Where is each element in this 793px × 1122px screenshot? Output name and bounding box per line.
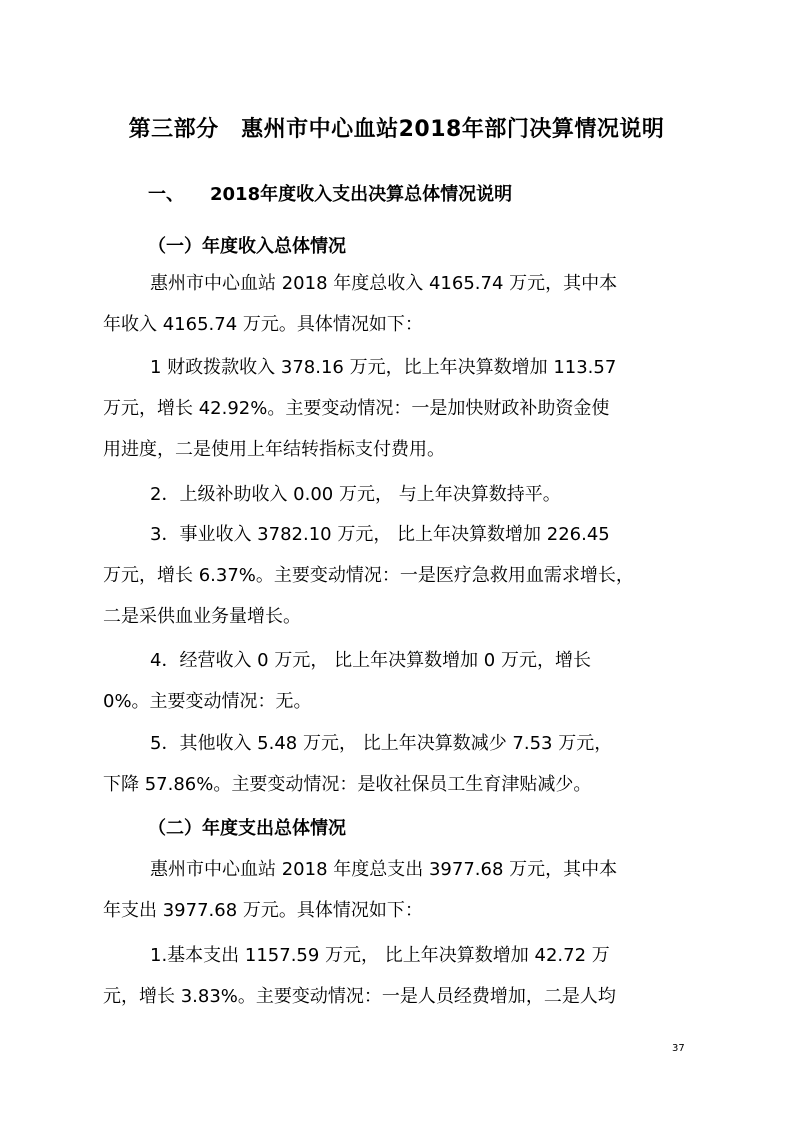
paragraph-line: 2．上级补助收入 0.00 万元， 与上年决算数持平。 [150,484,561,505]
income-heading: （一）年度收入总体情况 [148,236,346,257]
expense-intro-paragraph [103,849,693,931]
income-intro-paragraph [103,263,693,345]
expense-heading: （二）年度支出总体情况 [148,818,346,839]
paragraph-line: 0%。主要变动情况：无。 [103,691,312,712]
section-heading [148,180,512,206]
paragraph-line: 年收入 4165.74 万元。具体情况如下： [103,314,423,335]
section-heading-text: 2018年度收入支出决算总体情况说明 [210,184,513,205]
income-item-2 [103,474,693,515]
paragraph-line: 二是采供血业务量增长。 [103,606,301,627]
paragraph-line: 5．其他收入 5.48 万元， 比上年决算数减少 7.53 万元， [150,733,613,754]
expense-item-1 [103,935,693,1017]
paragraph-line: 用进度，二是使用上年结转指标支付费用。 [103,439,445,460]
section-number: 一、 [148,184,184,205]
page-title: 第三部分 惠州市中心血站2018年部门决算情况说明 [128,117,665,142]
paragraph-line: 元，增长 3.83%。主要变动情况：一是人员经费增加，二是人均 [103,986,616,1007]
paragraph-line: 1 财政拨款收入 378.16 万元，比上年决算数增加 113.57 [150,357,617,378]
page-number: 37 [672,1043,685,1054]
income-item-1 [103,347,693,470]
paragraph-line: 年支出 3977.68 万元。具体情况如下： [103,900,423,921]
paragraph-line: 1.基本支出 1157.59 万元， 比上年决算数增加 42.72 万 [150,945,610,966]
paragraph-line: 4．经营收入 0 万元， 比上年决算数增加 0 万元，增长 [150,650,591,671]
paragraph-line: 万元，增长 42.92%。主要变动情况：一是加快财政补助资金使 [103,398,610,419]
income-item-4 [103,640,693,722]
paragraph-line: 惠州市中心血站 2018 年度总收入 4165.74 万元，其中本 [150,273,618,294]
paragraph-line: 3．事业收入 3782.10 万元， 比上年决算数增加 226.45 [150,524,610,545]
paragraph-line: 惠州市中心血站 2018 年度总支出 3977.68 万元，其中本 [150,859,618,880]
income-item-3 [103,514,693,637]
income-item-5 [103,723,693,805]
paragraph-line: 万元，增长 6.37%。主要变动情况：一是医疗急救用血需求增长， [103,565,634,586]
paragraph-line: 下降 57.86%。主要变动情况：是收社保员工生育津贴减少。 [103,774,592,795]
